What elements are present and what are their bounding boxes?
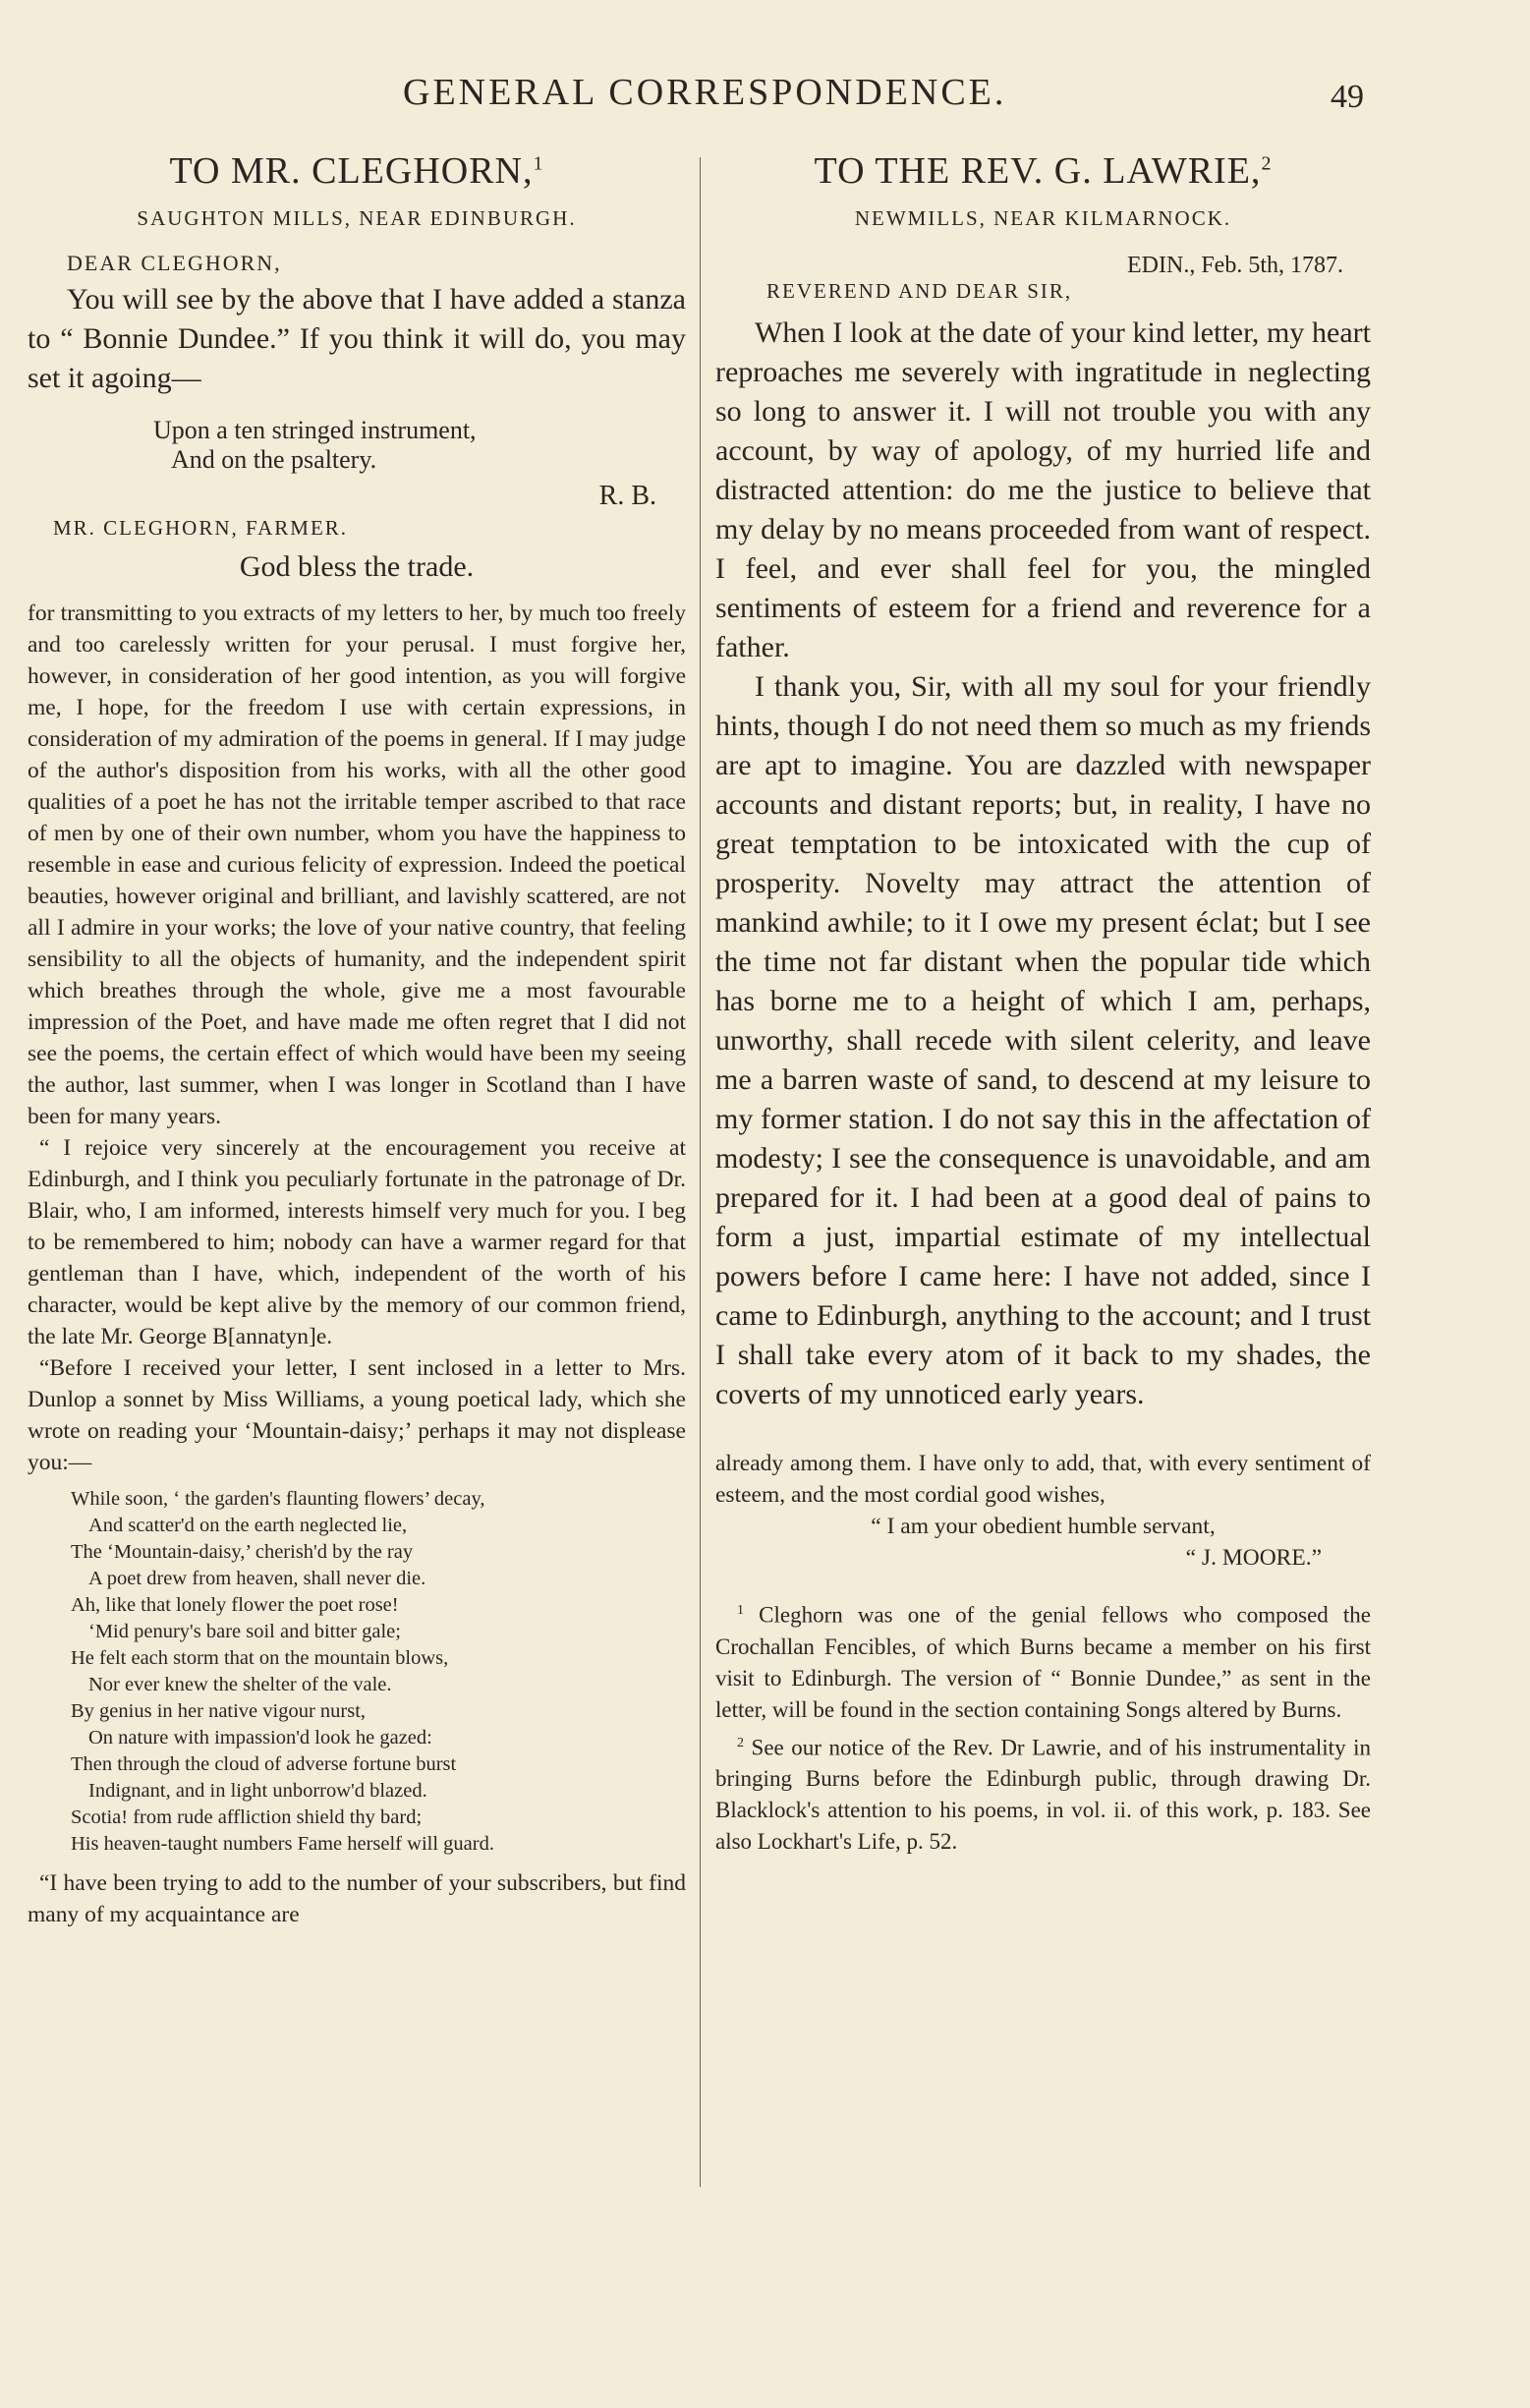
poem-line: Scotia! from rude affliction shield thy bard; [71, 1806, 423, 1828]
running-header [0, 71, 1530, 120]
poem-line: Ah, like that lonely flower the poet rose! [71, 1594, 399, 1616]
paragraph: already among them. I have only to add, that, with every sentiment of esteem, and the most cordial good wishes, [715, 1451, 1371, 1508]
paragraph: “ I rejoice very sincerely at the encouragement you receive at Edinburgh, and I think you peculiarly fortunate in the patronage of Dr. Blair, who, I am informed, interests himself very much for you. I beg to be remembered to him; nobody can have a warmer regard for that gentleman than I have, which, independent of the worth of his character, would be kept alive by the memory of our common friend, the late Mr. George B[annatyn]e. [28, 1135, 686, 1349]
poem-line: By genius in her native vigour nurst, [71, 1700, 367, 1722]
letter-address: SAUGHTON MILLS, NEAR EDINBURGH. [137, 206, 577, 230]
poem-line: His heaven-taught numbers Fame herself will guard. [71, 1833, 494, 1855]
poem-line: Indignant, and in light unborrow'd blazed. [88, 1780, 427, 1802]
postscript-text: God bless the trade. [239, 550, 475, 583]
poem-line: And scatter'd on the earth neglected lie, [88, 1515, 408, 1536]
footnote-ref-2: 2 [1261, 152, 1273, 175]
page-number: 49 [1331, 79, 1364, 115]
letter-heading-cleghorn: TO MR. CLEGHORN,$^1$ [169, 150, 544, 192]
footnote-ref-1: 1 [533, 152, 544, 175]
poem-line: Then through the cloud of adverse fortune burst [71, 1753, 457, 1775]
footnote-marker: 1 [737, 1603, 744, 1618]
footnote-2: $^2$ See our notice of the Rev. Dr Lawrie, and of his instrumentality in bringing Burns before the Edinburgh public, through drawing Dr. Blacklock's attention to his poems, in vol. ii. of this work, p. 183. See also Lockhart's Life, p. 52. [715, 1735, 1371, 1855]
signature: R. B. [598, 481, 656, 511]
letter-salutation: DEAR CLEGHORN, [67, 251, 282, 275]
running-title: GENERAL CORRESPONDENCE. [403, 72, 1007, 113]
moore-letter-continuation [28, 598, 686, 1478]
psalm-quote [153, 416, 686, 475]
letter-paragraph: You will see by the above that I have added a stanza to “ Bonnie Dundee.” If you think it will do, you may set it agoing— [28, 283, 686, 394]
letter-body [715, 314, 1371, 1414]
letter-paragraph: I thank you, Sir, with all my soul for your friendly hints, though I do not need them so much as my friends are apt to imagine. You are dazzled with newspaper accounts and distant reports; but, in reality, I have no great temptation to be intoxicated with the cup of prosperity. Novelty may attract the attention of mankind awhile; to it I owe my present éclat; but I see the time not far distant when the popular tide which has borne me to a height of which I am, perhaps, unworthy, shall recede with silent celerity, and leave me a barren waste of sand, to descend at my leisure to my former station. I do not say this in the affectation of modesty; I see the consequence is unavoidable, and am prepared for it. I had been at a good deal of pains to form a just, impartial estimate of my intellectual powers before I came here: I have not added, since I came to Edinburgh, anything to the account; and I trust I shall take every atom of it back to my shades, the coverts of my unnoticed early years. [715, 670, 1371, 1410]
poem-line: A poet drew from heaven, shall never die. [88, 1568, 426, 1589]
footnotes [715, 1595, 1371, 1858]
closing-line: “ I am your obedient humble servant, [871, 1514, 1216, 1539]
letter-paragraph: When I look at the date of your kind letter, my heart reproaches me severely with ingratitude in neglecting so long to answer it. I will not trouble you with any account, by way of apology, of my hurried life and distracted attention: do me the justice to believe that my delay by no means proceeded from want of respect. I feel, and ever shall feel for you, the mingled sentiments of esteem for a friend and reverence for a father. [715, 316, 1371, 663]
moore-letter-end [715, 1448, 1371, 1511]
column-divider [700, 157, 701, 2187]
poem-line: The ‘Mountain-daisy,’ cherish'd by the ray [71, 1541, 414, 1563]
right-column [715, 138, 1371, 1860]
footnote-marker: 2 [737, 1735, 744, 1750]
letter-address: NEWMILLS, NEAR KILMARNOCK. [854, 206, 1232, 230]
moore-letter-continuation-end [28, 1867, 686, 1930]
postscript-address: MR. CLEGHORN, FARMER. [53, 516, 349, 540]
poem-line: Nor ever knew the shelter of the vale. [88, 1674, 392, 1695]
letter-dateline: EDIN., Feb. 5th, 1787. [1127, 253, 1343, 278]
letter-salutation: REVEREND AND DEAR SIR, [766, 279, 1073, 303]
letter-body [28, 280, 686, 398]
sonnet [71, 1486, 686, 1858]
quote-line: And on the psaltery. [171, 445, 377, 474]
poem-line: On nature with impassion'd look he gazed: [88, 1727, 432, 1749]
paragraph: “Before I received your letter, I sent inclosed in a letter to Mrs. Dunlop a sonnet by Miss Williams, a young poetical lady, which she wrote on reading your ‘Mountain-daisy;’ perhaps it may not displease you:— [28, 1355, 686, 1475]
closing-signature: “ J. MOORE.” [1185, 1545, 1322, 1571]
poem-line: He felt each storm that on the mountain blows, [71, 1647, 449, 1669]
letter-heading-lawrie: TO THE REV. G. LAWRIE,$^2$ [814, 150, 1273, 192]
poem-line: While soon, ‘ the garden's flaunting flowers’ decay, [71, 1488, 485, 1510]
left-column [28, 138, 686, 1930]
poem-line: ‘Mid penury's bare soil and bitter gale; [88, 1621, 401, 1642]
footnote-1: $^1$ Cleghorn was one of the genial fellows who composed the Crochallan Fencibles, of which Burns became a member on his first visit to Edinburgh. The version of “ Bonnie Dundee,” as sent in the letter, will be found in the section containing Songs altered by Burns. [715, 1602, 1371, 1722]
paragraph: for transmitting to you extracts of my letters to her, by much too freely and too carelessly written for your perusal. I must forgive her, however, in consideration of her good intention, as you will forgive me, I hope, for the freedom I use with certain expressions, in consideration of my admiration of the poems in general. If I may judge of the author's disposition from his works, with all the other good qualities of a poet he has not the irritable temper ascribed to that race of men by one of their own number, whom you have the happiness to resemble in ease and curious felicity of expression. Indeed the poetical beauties, however original and brilliant, and lavishly scattered, are not all I admire in your works; the love of your native country, that feeling sensibility to all the objects of humanity, and the independent spirit which breathes through the whole, give me a most favourable impression of the Poet, and have made me often regret that I did not see the poems, the certain effect of which would have been my seeing the author, last summer, when I was longer in Scotland than I have been for many years. [28, 601, 686, 1129]
quote-line: Upon a ten stringed instrument, [153, 416, 477, 444]
paragraph: “I have been trying to add to the number of your subscribers, but find many of my acquaintance are [28, 1870, 686, 1927]
